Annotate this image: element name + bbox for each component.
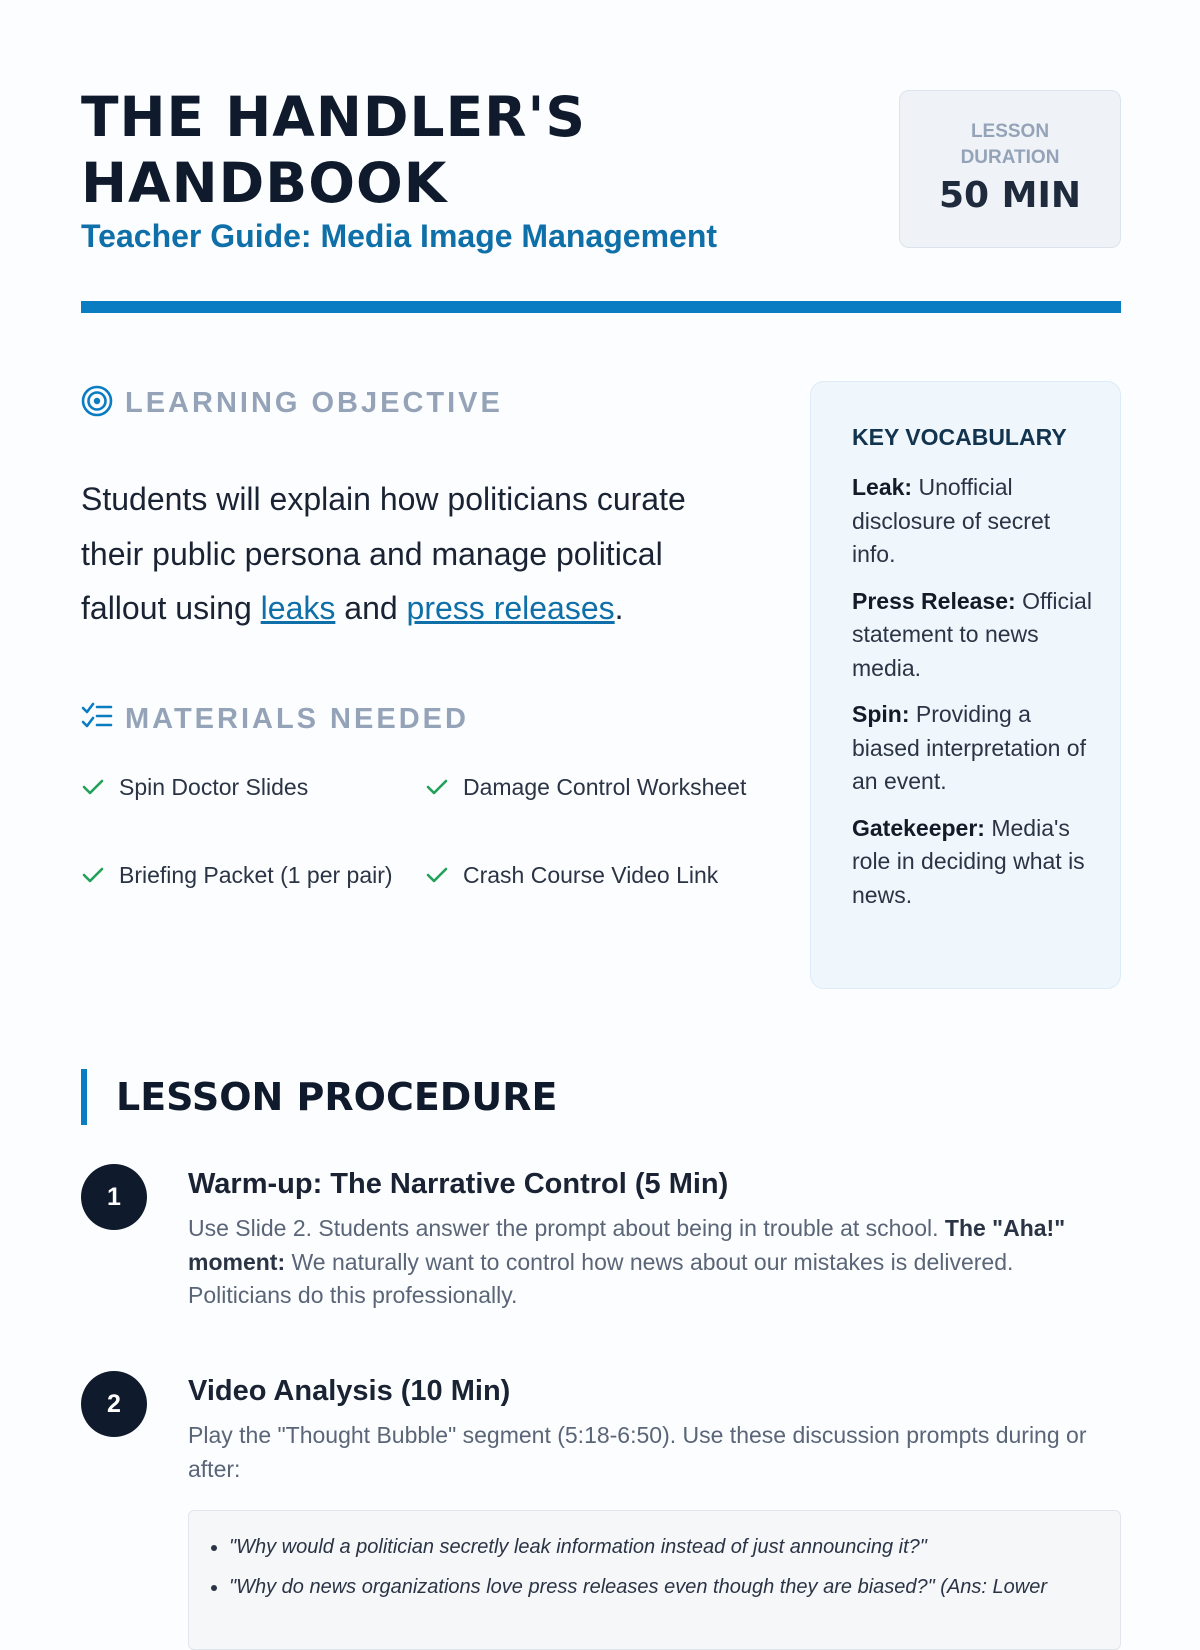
materials-heading-text: MATERIALS NEEDED bbox=[125, 703, 469, 735]
vocab-term: Gatekeeper: bbox=[852, 814, 985, 841]
discussion-prompt: • "Why would a politician secretly leak information instead of just announcing it?" bbox=[229, 1527, 1100, 1567]
vocab-definition: Providing a biased interpretation of an event. bbox=[852, 701, 1086, 794]
vocab-entry bbox=[852, 471, 1092, 572]
step-desc-end: We naturally want to control how news about our mistakes is delivered. Politicians do this professionally. bbox=[188, 1248, 1014, 1308]
press-releases-link[interactable]: press releases bbox=[406, 590, 615, 626]
vocab-term: Press Release: bbox=[852, 587, 1016, 614]
vocab-entry bbox=[852, 698, 1092, 799]
vocabulary-heading: KEY VOCABULARY bbox=[852, 424, 1067, 450]
target-icon bbox=[81, 385, 113, 422]
objective-text-end: . bbox=[614, 590, 624, 626]
step-description bbox=[188, 1212, 1121, 1313]
step-desc-highlight: The "Aha!" moment: bbox=[188, 1215, 1066, 1275]
check-icon bbox=[81, 777, 105, 797]
step-number-badge: 1 bbox=[81, 1164, 147, 1230]
discussion-prompts-box bbox=[188, 1510, 1121, 1650]
material-label: Briefing Packet (1 per pair) bbox=[119, 861, 393, 888]
objective-heading-text: LEARNING OBJECTIVE bbox=[125, 387, 503, 419]
vocab-definition: Unofficial disclosure of secret info. bbox=[852, 474, 1051, 567]
step-description: Play the "Thought Bubble" segment (5:18-6:50). Use these discussion prompts during or after: bbox=[188, 1422, 1087, 1482]
step-body bbox=[188, 1371, 1121, 1650]
duration-value: 50 MIN bbox=[939, 175, 1081, 216]
procedure-heading-text: LESSON PROCEDURE bbox=[116, 1075, 558, 1119]
step-title: Warm-up: The Narrative Control (5 Min) bbox=[188, 1168, 729, 1200]
objective-text-mid: and bbox=[335, 590, 407, 626]
materials-heading bbox=[81, 702, 469, 737]
procedure-heading bbox=[81, 1069, 557, 1125]
vocab-term: Leak: bbox=[852, 474, 913, 500]
checklist-icon bbox=[81, 702, 113, 737]
vocab-definition: Official statement to news media. bbox=[852, 587, 1092, 681]
vocab-term: Spin: bbox=[852, 701, 910, 727]
material-item bbox=[425, 840, 765, 910]
check-icon bbox=[425, 777, 449, 797]
material-item bbox=[425, 752, 765, 822]
material-item bbox=[81, 752, 425, 822]
discussion-prompt: • "Why do news organizations love press releases even though they are biased?" (Ans: Lower bbox=[229, 1567, 1100, 1607]
check-icon bbox=[81, 865, 105, 885]
duration-label-line-2: DURATION bbox=[960, 147, 1060, 168]
step-body bbox=[188, 1164, 1121, 1313]
material-item bbox=[81, 840, 425, 910]
material-label: Damage Control Worksheet bbox=[463, 773, 747, 800]
header-divider bbox=[81, 301, 1121, 313]
leaks-link[interactable]: leaks bbox=[260, 590, 336, 626]
title-line-2: HANDBOOK bbox=[81, 151, 448, 215]
vocab-entry bbox=[852, 585, 1092, 686]
materials-list bbox=[81, 752, 781, 910]
objective-text bbox=[81, 472, 741, 636]
material-label: Crash Course Video Link bbox=[463, 861, 719, 888]
vocab-entry bbox=[852, 812, 1092, 913]
duration-label-line-1: LESSON bbox=[970, 121, 1050, 142]
step-number-badge: 2 bbox=[81, 1371, 147, 1437]
discussion-prompts-list bbox=[211, 1527, 1100, 1607]
key-vocabulary-card bbox=[810, 381, 1121, 989]
page-header bbox=[81, 84, 1121, 314]
objective-heading bbox=[81, 385, 503, 422]
material-label: Spin Doctor Slides bbox=[119, 773, 309, 800]
page-subtitle: Teacher Guide: Media Image Management bbox=[81, 218, 718, 254]
objective-text-start: Students will explain how politicians curate their public persona and manage political fallout using bbox=[81, 481, 686, 626]
lesson-duration-card bbox=[899, 90, 1121, 248]
step-title: Video Analysis (10 Min) bbox=[188, 1375, 511, 1407]
duration-label bbox=[900, 119, 1120, 171]
vocab-definition: Media's role in deciding what is news. bbox=[852, 814, 1085, 908]
check-icon bbox=[425, 865, 449, 885]
title-line-1: THE HANDLER'S bbox=[81, 85, 586, 149]
step-desc-start: Use Slide 2. Students answer the prompt about being in trouble at school. bbox=[188, 1215, 945, 1241]
